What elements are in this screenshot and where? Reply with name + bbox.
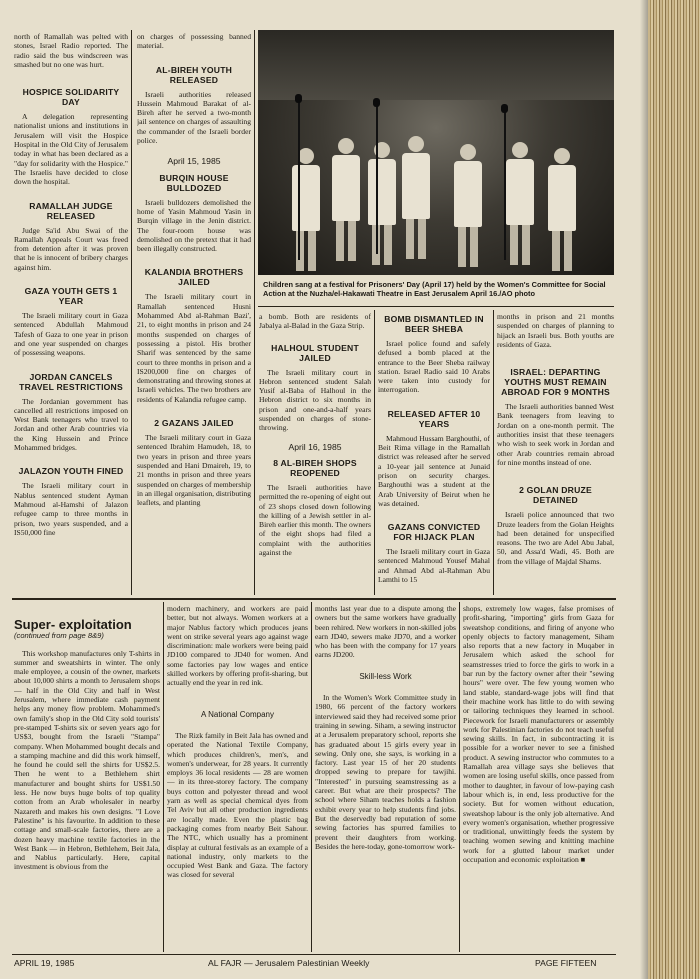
headline-gaza-youth: GAZA YOUTH GETS 1 YEAR [24,286,118,307]
footer-date: APRIL 19, 1985 [14,958,75,968]
feature-text-2b: The Rizk family in Beit Jala has owned and operated the National Textile Company, which produces children's, men's, and women's underwear, for 28 years. It currently employs 36 local residents — 28 are women — in its three-storey factory. The company buys cotton and polyester thread and wool yarn as well as special chemical dyes from Tel Aviv but all other production ingredients are locally made. Even the plastic bag packaging comes from nearby Beit Sahour. The NTC, which usually has a prominent display at cultural festivals as an example of a national industry, only markets to the occupied West Bank and Gaza. The factory was closed for several [167,730,308,880]
column-4 [378,312,490,595]
festival-photo [258,30,614,275]
col5-intro: months in prison and 21 months suspended on charges of planning to hijack an Israeli bus. Both youths are residents of Gaza. [497,312,614,349]
feature-column-4 [463,604,614,952]
column-rule [254,30,255,595]
article-hijack-plan: The Israeli military court in Gaza sentenced Mahmoud Yousef Mahal and Ahmad Abd al-Rahman Abu Lamthi to 15 [378,547,490,585]
microphone-icon [501,104,508,113]
dateline-april-15: April 15, 1985 [167,156,221,167]
section-rule [258,306,614,307]
continued-note: (continued from page 8&9) [14,631,104,641]
article-hospice: A delegation representing nationalist unions and institutions in Jerusalem will visit the Hospice Hospital in the Old City of Jerusalem today in what has been declared as a "day for solidarity with the Hospice." The Israelis have decided to close down the hospital. [14,112,128,187]
column-rule [493,310,494,595]
subhead-national-company: A National Company [201,709,274,719]
headline-halhoul: HALHOUL STUDENT JAILED [271,342,359,363]
headline-released-10-years: RELEASED AFTER 10 YEARS [387,408,481,429]
col2-intro: on charges of possessing banned material. [137,32,251,51]
headline-departing-youths: ISRAEL: DEPARTING YOUTHS MUST REMAIN ABROAD FOR 9 MONTHS [501,367,610,398]
feature-text-3b: In the Women's Work Committee study in 1980, 66 percent of the factory workers interviewed said they had received some prior training in sewing. Siham, a sewing instructor at a Jerusalem preparatory school, reports she has graduated about 15 girls every year in sewing. Only one, she says, is working in a factory. Last year 15 of her 20 students dropped sewing to prepare for tawjihi. "Interested" in pursuing seamstressing as a career. But what are their prospects? The school where Siham teaches holds a fashion exhibit every year to help students find jobs. But the deservedly bad reputation of some sewing factories has spurred families to prevent their daughters from working. Besides the here-today, gone-tomorrow work- [315,693,456,851]
article-beer-sheba: Israel police found and safely defused a bomb placed at the entrance to the Beer Sheba railway station. Israel Radio said 10 Arabs were taken into custody for interrogation. [378,339,490,395]
headline-kalandia: KALANDIA BROTHERS JAILED [144,267,244,288]
article-golan-druze: Israeli police announced that two Druze leaders from the Golan Heights had been detained for unspecified reasons. The two are Adel Abu Jabal, 50, and Assa'd Wadi, 45. Both are from the village of Majdal Shams. [497,510,614,566]
article-al-bireh-youth: Israeli authorities released Hussein Mahmoud Barakat of al-Bireh after he served a two-month jail sentence on charges of assaulting the commander of the Israeli border police. [137,89,251,146]
stage-backdrop [258,30,614,100]
article-halhoul: The Israeli military court in Hebron sentenced student Salah Yusif al-Baba of Halhoul in the Hebron district to six months in prison and one-and-a-half years suspended on charges of stone-throwing. [259,367,371,433]
col3-intro: a bomb. Both are residents of Jabalya al-Balad in the Gaza Strip. [259,312,371,331]
feature-column-2 [167,604,308,952]
child-figure [402,136,430,259]
feature-text-1: This workshop manufactures only T-shirts in summer and sweatshirts in winter. The only male employee, a cousin of the owner, markets about 10,000 shirts a month to Jerusalem shops — half in the Old City and half in West Jerusalem, where immediate cash payment helps any money flow problem. Mohammed's own family's shop in the Old City sold tourists' pre-stamped T-shirts six or seven years ago for US$3, bought from the Israeli "Stampa" company. When Mohammed bought decals and a stamping machine and did this work himself, he found he could sell the shirts for US$2.5. Then he went to a Bethlehem shirt manufacturer and bought shirts for US$1.50 less. He now buys huge bolts of top quality cotton from an Arab wholesaler in nearby Nazareth and makes his own designs. "I Love Palestine" is his favourite. In addition to these cottage and small-scale factories, there are a dozen heavy machine textile factories in the West Bank — in Hebron, Bethlehem, Beit Jala, and Nablus particularly. Here, capital investment is obvious from the [14,648,160,872]
article-released-10-years: Mahmoud Hussam Barghouthi, of Beit Rima village in the Ramallah district was released after he served a 10-year jail sentence at Junaid prison on security charges. Barghouthi was a student at the Arab University of Beirut when he was detained. [378,433,490,508]
article-al-bireh-shops: The Israeli authorities have permitted the re-opening of eight out of 23 shops closed down following the killing of a Jewish settler in al-Bireh earlier this month. The owners of the eight shops had filed a complaint with the authorities against the [259,482,371,558]
feature-text-3a: months last year due to a dispute among the owners but the same workers have gradually been rehired. New workers in non-skilled jobs earn JD40, sewers make JD70, and a worker who has been with the company for 17 years earns JD200. [315,604,456,660]
column-1 [14,32,128,592]
child-figure [454,144,482,267]
feature-column-3 [315,604,456,952]
footer-rule [12,954,616,955]
headline-jalazon: JALAZON YOUTH FINED [18,466,124,477]
microphone-stand [504,110,506,260]
subhead-skill-less-work: Skill-less Work [359,671,412,681]
headline-hospice: HOSPICE SOLIDARITY DAY [22,87,120,108]
headline-hijack-plan: GAZANS CONVICTED FOR HIJACK PLAN [387,522,481,543]
photo-caption: Children sang at a festival for Prisoners' Day (April 17) held by the Women's Committee for Social Action at the Nuzha/el-Hakawati Theatre in East Jerusalem April 16./AO photo [263,280,606,298]
feature-title: Super- exploitation [14,617,132,632]
child-figure [292,148,320,271]
column-5 [497,312,614,595]
child-figure [332,138,360,261]
headline-golan-druze: 2 GOLAN DRUZE DETAINED [519,485,592,506]
book-binding-edge [648,0,700,979]
article-jordan-travel: The Jordanian government has cancelled all restrictions imposed on West Bank teenagers who travel to Jordan and other Arab countries via the King Hussein and Prince Mohammed bridges. [14,396,128,453]
column-rule [131,30,132,595]
microphone-icon [373,98,380,107]
headline-ramallah-judge: RAMALLAH JUDGE RELEASED [29,200,113,221]
feature-text-2a: modern machinery, and workers are paid better, but not always. Women workers at a major Nablus factory which produces jeans went on strike several years ago against wage discrimination: male workers were being paid JD100 compared to JD40 for women. And some factories pay low wages and entice skilled workers by offering profit-sharing, but actually end the year in red ink. [167,604,308,688]
article-departing-youths: The Israeli authorities banned West Bank teenagers from leaving to Jordan on a one-month permit. The authorities insist that these teenagers who wish to seek work in Jordan and other Arab countries remain abroad for nine months instead of one. [497,402,614,467]
footer-page-number: PAGE FIFTEEN [535,958,597,968]
microphone-stand [298,100,300,260]
microphone-stand [376,104,378,254]
article-burqin: Israeli bulldozers demolished the home of Yasin Mahmoud Yasin in Burqin village in the Jenin district. The four-room house was demolished on the pretext that it had been illegally constructed. [137,197,251,254]
article-jalazon: The Israeli military court in Nablus sentenced student Ayman Mahmoud al-Hamshi of Jalazon refugee camp to three months in prison, two years suspended, and a IS50,000 fine [14,481,128,537]
column-2 [137,32,251,595]
headline-jordan-travel: JORDAN CANCELS TRAVEL RESTRICTIONS [19,371,123,392]
feature-text-4: shops, extremely low wages, false promises of profit-sharing, "importing" girls from Gaza for sweatshop conditions, and firing of anyone who openly objects to factory management, Siham also reports that a new factory in Muqaber in Jerusalem which asked the school for seamstresses tried to force the girls to work in a bar run by the factory owner after their "sewing hours" were over. The few young women who land stable, standard-wage jobs will find that their machine work has little to do with sewing or tailoring techniques they learned in school. Piecework for Israeli manufacturers or assembly work for Palestinian factories do not teach useful sewing skills. In fact, in subcontracting it is possible for a worker never to see a finished product. A sewing instructor who commutes to a Ramallah area village says she believes that women are losing useful skills, once passed from mother to daughter, in favour of low-paying cash labour which is, in end, less productive for the society. But for women without education, sweatshop labour is the only job alternative. And every women's organisation, whether progressive or traditional, unwittingly feeds the system by teaching women sewing and knitting machine work for a glutted labour market under occupation and economic exploitation ■ [463,604,614,865]
article-kalandia: The Israeli military court in Ramallah sentenced Husni Mohammed Abd al-Rahman Bazi', 21, to eight months in prison and 24 months suspended on charges of possessing a pistol. His brother Sharif was sentenced by the same court to three months in prison and a IS200,000 fine on charges of demonstrating and throwing stones at Israeli vehicles. The two brothers are residents of Kalandia refugee camp. [137,292,251,404]
column-rule [311,602,312,952]
column-rule [459,602,460,952]
dateline-april-16: April 16, 1985 [288,441,342,452]
child-figure [368,142,396,265]
child-figure [506,142,534,265]
feature-column-1 [14,600,160,952]
headline-al-bireh-youth: AL-BIREH YOUTH RELEASED [155,64,233,85]
headline-beer-sheba: BOMB DISMANTLED IN BEER SHEBA [384,314,484,334]
column-3 [259,312,371,595]
headline-al-bireh-shops: 8 AL-BIREH SHOPS REOPENED [273,457,357,478]
footer-paper-name: AL FAJR — Jerusalem Palestinian Weekly [208,958,370,968]
col1-intro: north of Ramallah was pelted with stones, Israel Radio reported. The radio said the bus windscreen was smashed but no one was hurt. [14,32,128,69]
article-2-gazans: The Israeli military court in Gaza sentenced Ibrahim Hamudeh, 18, to two years in prison and three years suspended and Hani Dmaireh, 19, to 21 months in prison and three years suspended on charges of membership in an illegal organisation, distributing leaflets, and planting [137,433,251,508]
column-rule [374,310,375,595]
child-figure [548,148,576,271]
article-gaza-youth: The Israeli military court in Gaza sentenced Abdullah Mahmoud Tafesh of Gaza to one year in prison and one year suspended on charges of possessing weapons. [14,311,128,358]
headline-2-gazans: 2 GAZANS JAILED [154,418,234,429]
article-ramallah-judge: Judge Sa'id Abu Swai of the Ramallah Appeals Court was freed from detention after it was proven that he is innocent of bribery charges against him. [14,225,128,272]
column-rule [163,602,164,952]
headline-burqin: BURQIN HOUSE BULLDOZED [159,172,229,193]
microphone-icon [295,94,302,103]
